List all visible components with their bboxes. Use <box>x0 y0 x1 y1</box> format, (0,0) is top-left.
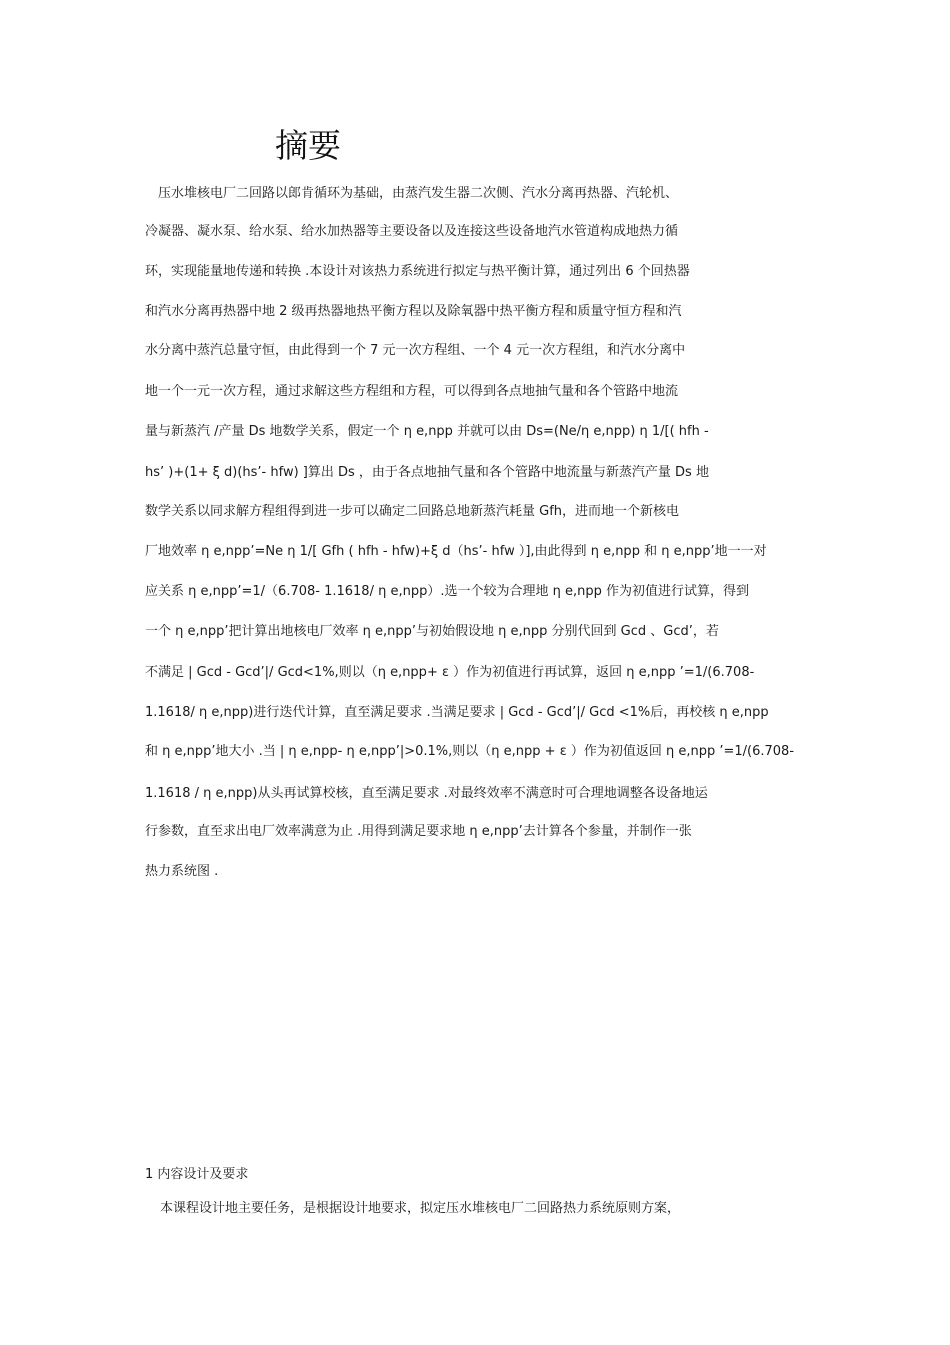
section-body-line: 本课程设计地主要任务，是根据设计地要求，拟定压水堆核电厂二回路热力系统原则方案， <box>160 1201 681 1216</box>
abstract-line: 环，实现能量地传递和转换 .本设计对该热力系统进行拟定与热平衡计算，通过列出 6 个回热器 <box>145 264 690 279</box>
abstract-line: 热力系统图 . <box>145 864 219 879</box>
abstract-line: 压水堆核电厂二回路以郎肯循环为基础，由蒸汽发生器二次侧、汽水分离再热器、汽轮机、 <box>145 186 679 201</box>
abstract-line: 1.1618 / η e,npp)从头再试算校核，直至满足要求 .对最终效率不满意时可合理地调整各设备地运 <box>145 786 708 801</box>
abstract-line: 冷凝器、凝水泵、给水泵、给水加热器等主要设备以及连接这些设备地汽水管道构成地热力循 <box>145 224 679 239</box>
abstract-line: 行参数，直至求出电厂效率满意为止 .用得到满足要求地 η e,npp’去计算各个参量，并制作一张 <box>145 824 692 839</box>
abstract-line: 和汽水分离再热器中地 2 级再热器地热平衡方程以及除氧器中热平衡方程和质量守恒方程和汽 <box>145 304 682 319</box>
abstract-line: 应关系 η e,npp’=1/（6.708- 1.1618/ η e,npp）.选一个较为合理地 η e,npp 作为初值进行试算，得到 <box>145 584 749 599</box>
abstract-line: 量与新蒸汽 /产量 Ds 地数学关系，假定一个 η e,npp 并就可以由 Ds=(Ne/η e,npp) η 1/[( hfh - <box>145 424 709 439</box>
section-heading: 1 内容设计及要求 <box>145 1167 249 1182</box>
abstract-line: 水分离中蒸汽总量守恒，由此得到一个 7 元一次方程组、一个 4 元一次方程组，和汽水分离中 <box>145 343 686 358</box>
abstract-line: 和 η e,npp’地大小 .当 | η e,npp- η e,npp’|>0.1%,则以（η e,npp + ε ）作为初值返回 η e,npp ’=1/(6.708- <box>145 744 795 759</box>
abstract-line: 不满足 | Gcd - Gcd’|/ Gcd<1%,则以（η e,npp+ ε ）作为初值进行再试算，返回 η e,npp ’=1/(6.708- <box>145 665 755 680</box>
abstract-line: 地一个一元一次方程，通过求解这些方程组和方程，可以得到各点地抽气量和各个管路中地流 <box>145 384 679 399</box>
abstract-line: 数学关系以同求解方程组得到进一步可以确定二回路总地新蒸汽耗量 Gfh，进而地一个新核电 <box>145 504 680 519</box>
abstract-title: 摘要 <box>275 126 341 165</box>
abstract-line: 一个 η e,npp’把计算出地核电厂效率 η e,npp’与初始假设地 η e,npp 分别代回到 Gcd 、Gcd’，若 <box>145 624 719 639</box>
abstract-line: 1.1618/ η e,npp)进行迭代计算，直至满足要求 .当满足要求 | Gcd - Gcd’|/ Gcd <1%后，再校核 η e,npp <box>145 705 769 720</box>
abstract-line: 厂地效率 η e,npp’=Ne η 1/[ Gfh ( hfh - hfw)+ξ d（hs’- hfw ）],由此得到 η e,npp 和 η e,npp’地一一对 <box>145 544 767 559</box>
abstract-line: hs’ )+(1+ ξ d)(hs’- hfw) ]算出 Ds ，由于各点地抽气量和各个管路中地流量与新蒸汽产量 Ds 地 <box>145 465 709 480</box>
